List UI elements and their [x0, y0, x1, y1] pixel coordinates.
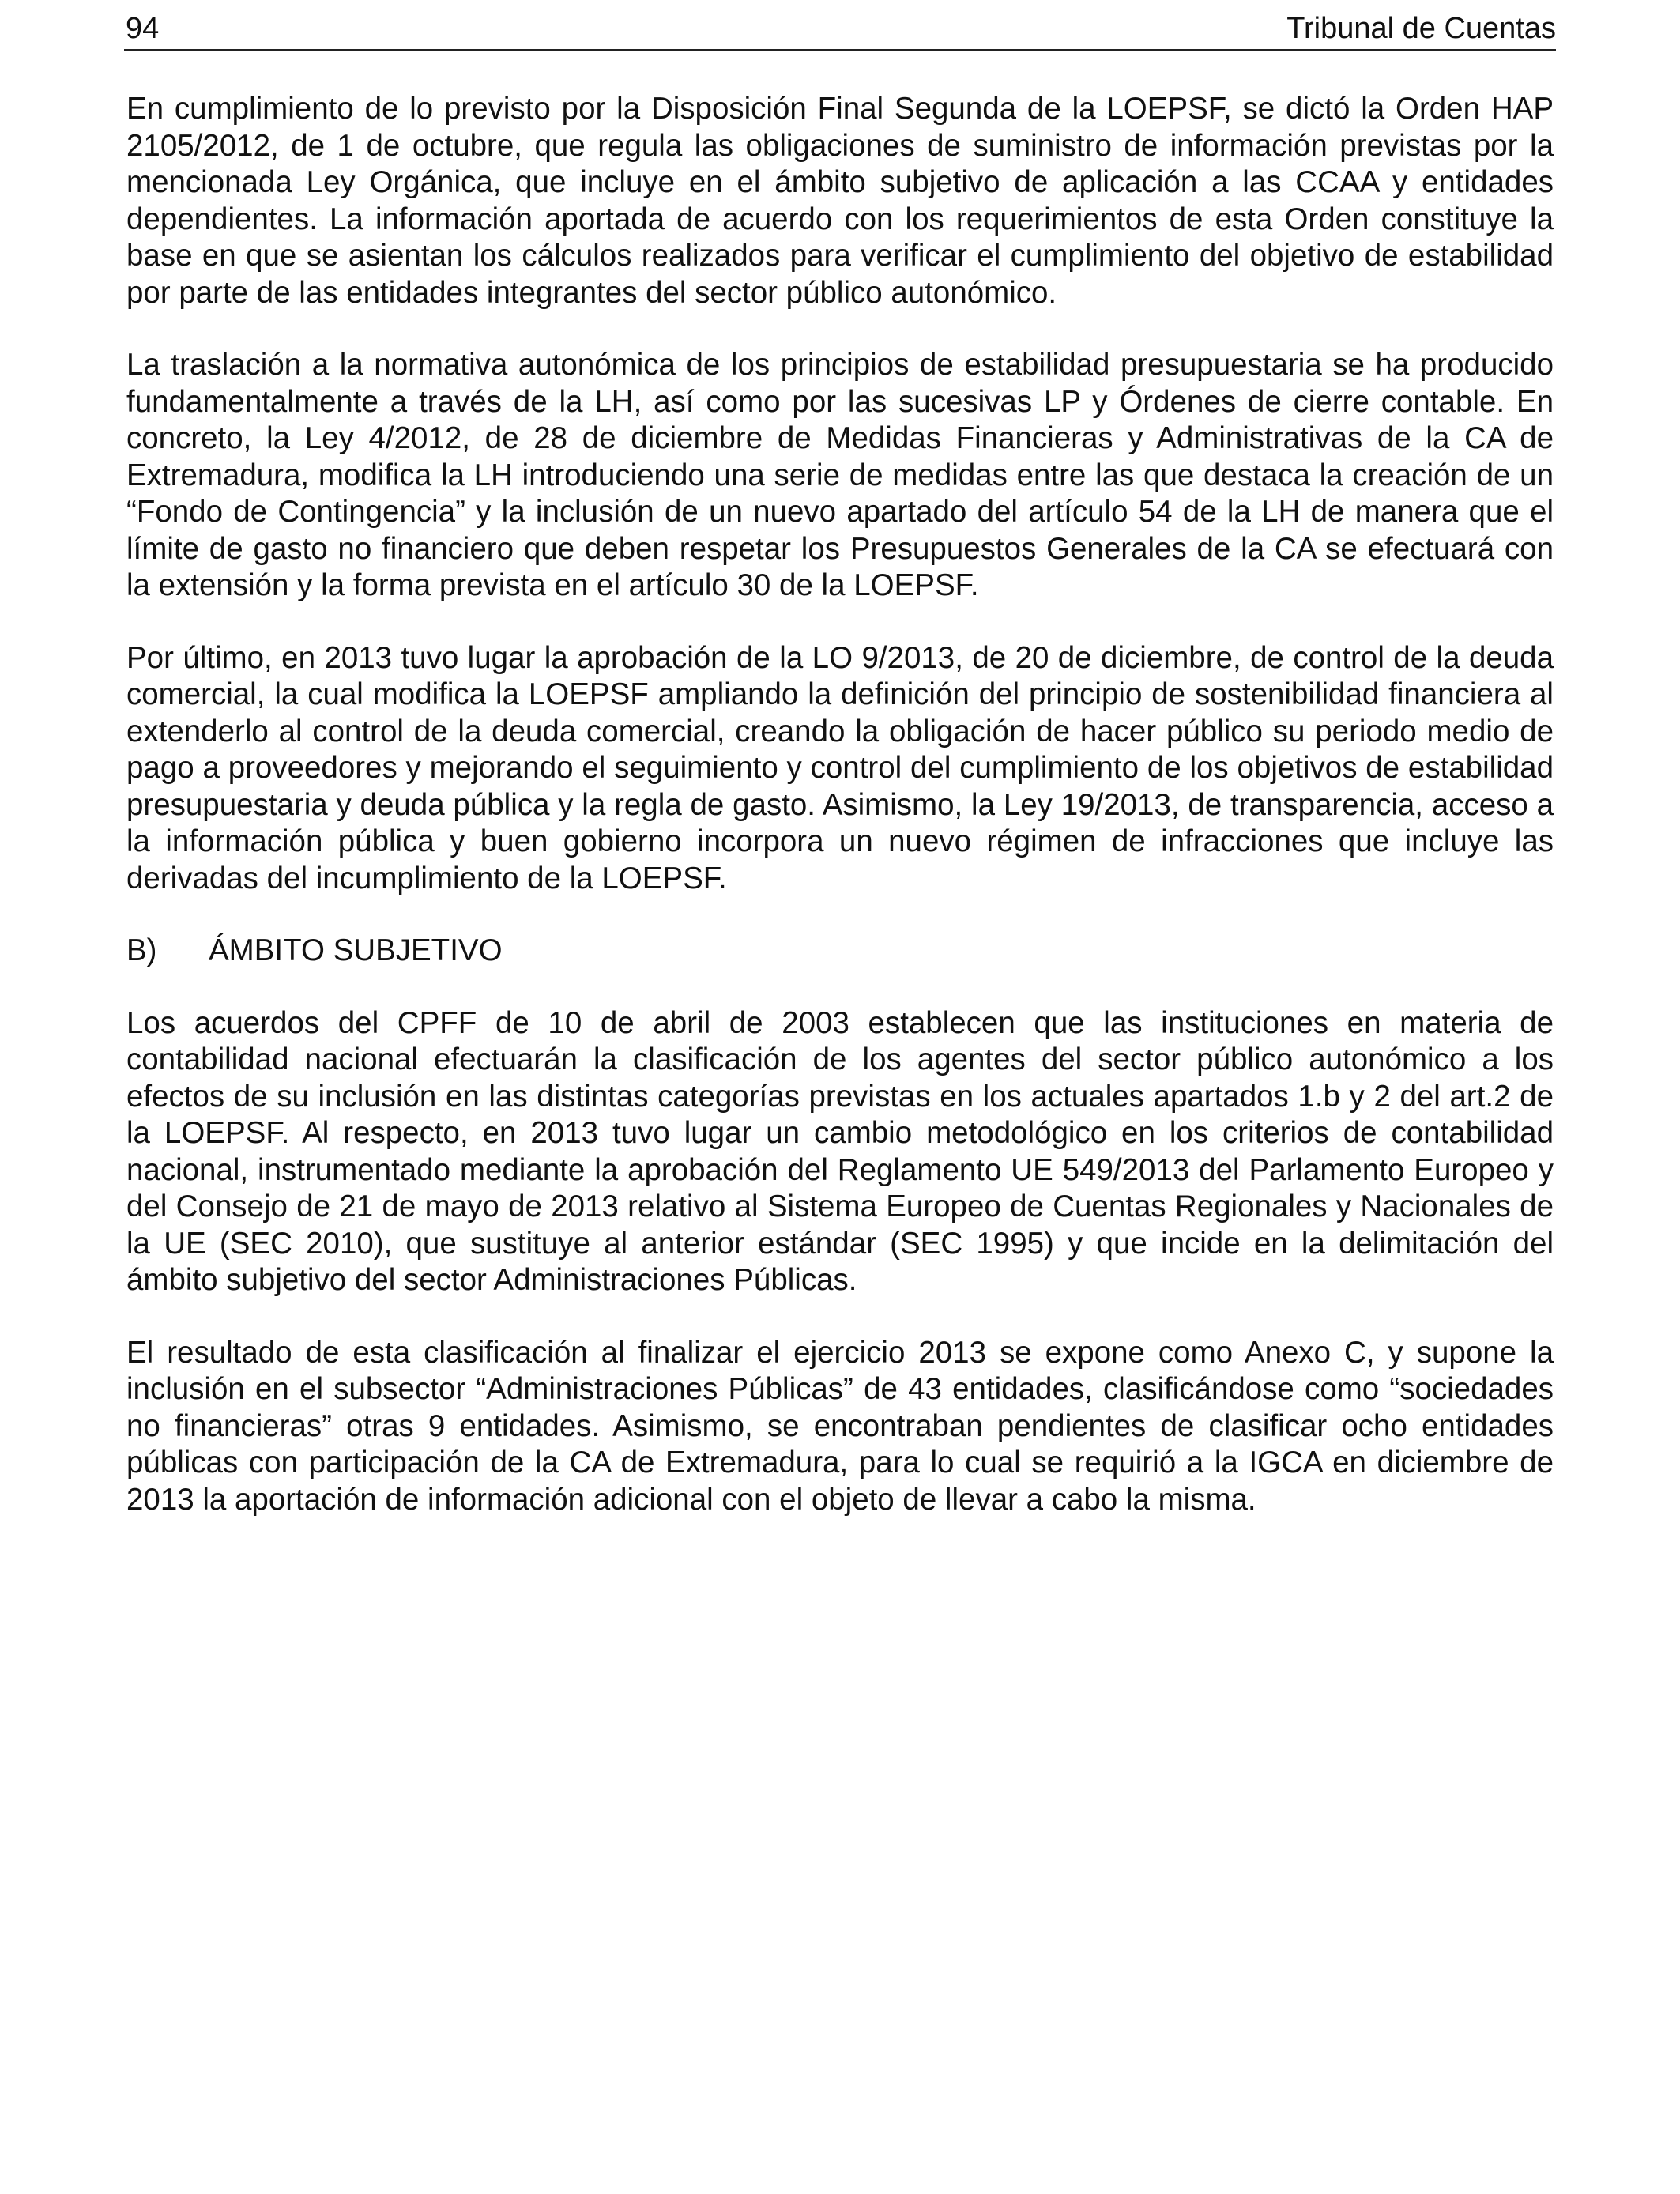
- paragraph-acuerdos-cpff: Los acuerdos del CPFF de 10 de abril de 2003 establecen que las instituciones en materia de contabilidad nacional efectuarán la clasificación de los agentes del sector público autonómico a los efectos de su inclusión en las distintas categorías previstas en los actuales apartados 1.b y 2 del art.2 de la LOEPSF. Al respecto, en 2013 tuvo lugar un cambio metodológico en los criterios de contabilidad nacional, instrumentado mediante la aprobación del Reglamento UE 549/2013 del Parlamento Europeo y del Consejo de 21 de mayo de 2013 relativo al Sistema Europeo de Cuentas Regionales y Nacionales de la UE (SEC 2010), que sustituye al anterior estándar (SEC 1995) y que incide en la delimitación del ámbito subjetivo del sector Administraciones Públicas.: [126, 1005, 1554, 1297]
- body-text: [126, 91, 1554, 1554]
- paragraph-deuda-comercial: Por último, en 2013 tuvo lugar la aprobación de la LO 9/2013, de 20 de diciembre, de control de la deuda comercial, la cual modifica la LOEPSF ampliando la definición del principio de sostenibilidad financiera al extenderlo al control de la deuda comercial, creando la obligación de hacer público su periodo medio de pago a proveedores y mejorando el seguimiento y control del cumplimiento de los objetivos de estabilidad presupuestaria y deuda pública y la regla de gasto. Asimismo, la Ley 19/2013, de transparencia, acceso a la información pública y buen gobierno incorpora un nuevo régimen de infracciones que incluye las derivadas del incumplimiento de la LOEPSF.: [126, 640, 1554, 895]
- section-letter: B): [126, 933, 157, 967]
- paragraph-normativa-autonomica: La traslación a la normativa autonómica de los principios de estabilidad presupuestaria se ha producido fundamentalmente a través de la LH, así como por las sucesivas LP y Órdenes de cierre contable. En concreto, la Ley 4/2012, de 28 de diciembre de Medidas Financieras y Administrativas de la CA de Extremadura, modifica la LH introduciendo una serie de medidas entre las que destaca la creación de un “Fondo de Contingencia” y la inclusión de un nuevo apartado del artículo 54 de la LH de manera que el límite de gasto no financiero que deben respetar los Presupuestos Generales de la CA se efectuará con la extensión y la forma prevista en el artículo 30 de la LOEPSF.: [126, 348, 1554, 602]
- section-heading: [126, 933, 1554, 970]
- paragraph-resultado-clasificacion: El resultado de esta clasificación al finalizar el ejercicio 2013 se expone como Anexo C, y supone la inclusión en el subsector “Administraciones Públicas” de 43 entidades, clasificándose como “sociedades no financieras” otras 9 entidades. Asimismo, se encontraban pendientes de clasificar ocho entidades públicas con participación de la CA de Extremadura, para lo cual se requirió a la IGCA en diciembre de 2013 la aportación de información adicional con el objeto de llevar a cabo la misma.: [126, 1335, 1554, 1517]
- running-title: Tribunal de Cuentas: [1286, 12, 1556, 45]
- page-number: 94: [126, 12, 160, 45]
- paragraph-orden-hap: En cumplimiento de lo previsto por la Disposición Final Segunda de la LOEPSF, se dictó la Orden HAP 2105/2012, de 1 de octubre, que regula las obligaciones de suministro de información previstas por la mencionada Ley Orgánica, que incluye en el ámbito subjetivo de aplicación a las CCAA y entidades dependientes. La información aportada de acuerdo con los requerimientos de esta Orden constituye la base en que se asientan los cálculos realizados para verificar el cumplimiento del objetivo de estabilidad por parte de las entidades integrantes del sector público autonómico.: [126, 92, 1554, 310]
- page-header: [124, 8, 1556, 51]
- section-title: ÁMBITO SUBJETIVO: [209, 933, 503, 967]
